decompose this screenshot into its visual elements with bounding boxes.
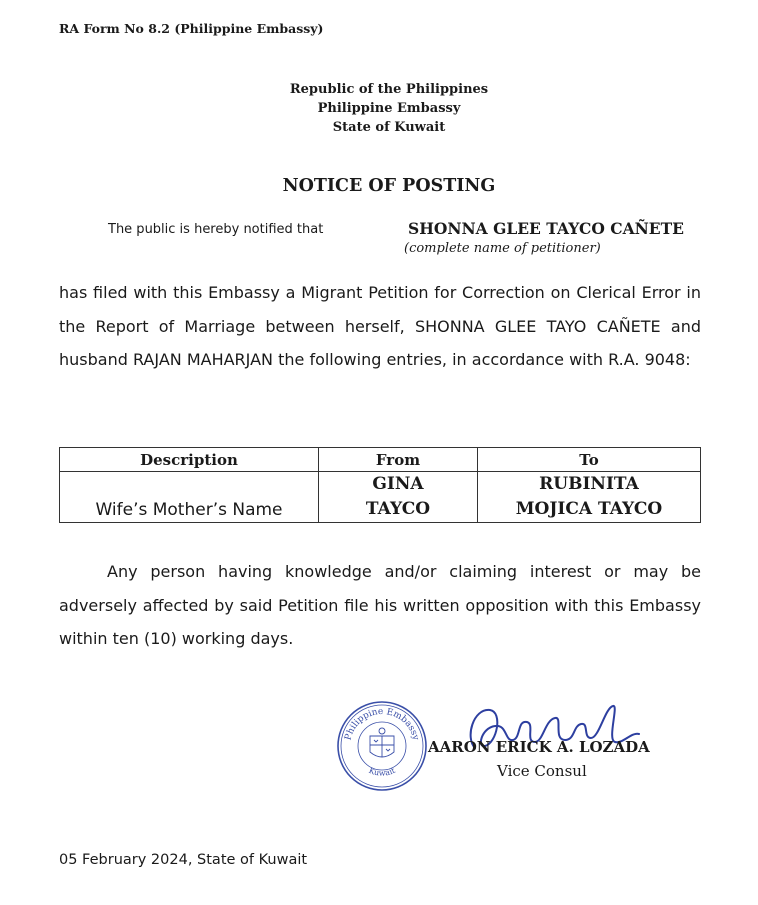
header-description: Description — [60, 448, 319, 472]
opposition-paragraph: Any person having knowledge and/or claiming interest or may be adversely affected by said Petition file his written opposition with this Embassy within ten (10) working days. — [59, 562, 701, 648]
letterhead — [0, 80, 758, 137]
to-line1: RUBINITA — [539, 474, 639, 494]
svg-text:Kuwait — [367, 766, 397, 778]
form-number: RA Form No 8.2 (Philippine Embassy) — [59, 21, 324, 36]
table-header-row — [60, 448, 701, 472]
signatory-name: AARON ERICK A. LOZADA — [428, 738, 650, 756]
embassy-seal-icon — [336, 700, 428, 792]
header-from: From — [319, 448, 478, 472]
entries-table — [59, 447, 701, 523]
notice-intro: The public is hereby notified that — [108, 222, 324, 237]
from-line2: TAYCO — [365, 499, 431, 519]
cell-description — [60, 472, 319, 523]
page-title: NOTICE OF POSTING — [282, 176, 496, 196]
date-place: 05 February 2024, State of Kuwait — [59, 852, 308, 868]
signatory-position: Vice Consul — [497, 762, 587, 780]
letterhead-line-state: State of Kuwait — [332, 120, 446, 135]
petitioner-name: SHONNA GLEE TAYCO CAÑETE — [408, 219, 684, 238]
petition-paragraph: has filed with this Embassy a Migrant Petition for Correction on Clerical Error in the Report of Marriage between herself, SHONNA GLEE TAYO CAÑETE and husband RAJAN MAHARJAN the following entries, in accordance with R.A. 9048: — [59, 283, 701, 369]
letterhead-line-embassy: Philippine Embassy — [317, 101, 461, 116]
cell-to — [478, 472, 701, 523]
from-line1: GINA — [372, 474, 424, 494]
seal-text-bottom: Kuwait — [367, 765, 397, 778]
header-to: To — [478, 448, 701, 472]
description-text: Wife’s Mother’s Name — [95, 500, 283, 520]
to-line2: MOJICA TAYCO — [515, 499, 663, 519]
cell-from — [319, 472, 478, 523]
seal-text-top: Philippine Embassy — [343, 706, 421, 742]
letterhead-line-republic: Republic of the Philippines — [289, 82, 489, 97]
table-row — [60, 472, 701, 523]
petitioner-caption: (complete name of petitioner) — [404, 241, 601, 256]
signature-icon — [455, 698, 645, 768]
